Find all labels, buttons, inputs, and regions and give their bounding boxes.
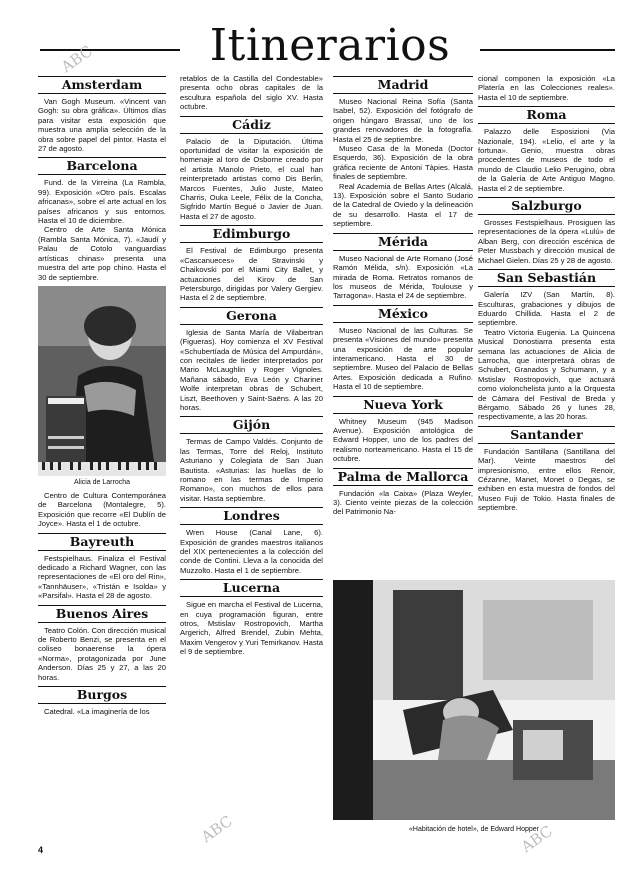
city-heading: Buenos Aires xyxy=(38,605,166,623)
entry-text: Festspielhaus. Finaliza el Festival dedicado a Richard Wagner, con las representaciones de «El oro del Rin», «Tannhäuser», «Tristán e Isolda» y «Parsifal». Hasta el 28 de agosto. xyxy=(38,553,166,601)
entry-text: retablos de la Castilla del Condestable» presenta ocho obras capitales de la escultura española del siglo XV. Hasta octubre. xyxy=(180,74,323,112)
entry-edimburgo xyxy=(180,225,323,302)
city-heading: Bayreuth xyxy=(38,533,166,551)
entry-gerona xyxy=(180,307,323,413)
entry-nueva-york xyxy=(333,396,473,464)
city-heading: Burgos xyxy=(38,686,166,704)
city-heading: San Sebastián xyxy=(478,269,615,287)
entry-text: Catedral. «La imaginería de los xyxy=(44,707,150,716)
entry-text: Fundación Santillana (Santillana del Mar). Veinte maestros del impresionismo, entre ellos Renoir, Cézanne, Manet, Monet o Degas, se exhiben en esta muestra de fondos del Museo Fuji de Tokio. Hasta finales de septiembre. xyxy=(478,446,615,513)
page-number: 4 xyxy=(38,845,44,855)
pianist-photo xyxy=(38,286,166,476)
entry-burgos xyxy=(38,686,166,716)
column-2 xyxy=(180,74,323,661)
entry-text: Galería IZV (San Martín, 8). Esculturas, grabaciones y dibujos de Eduardo Chillida. Hasta el 2 de septiembre. xyxy=(478,290,615,328)
entry-text: El Festival de Edimburgo presenta «Cascanueces» de Stravinski y Chaikovski por el Miami City Ballet, y actuaciones del Kirov de San Petersburgo, dirigidas por Valery Gergiev. Hasta el 2 de septiembre. xyxy=(180,246,323,303)
hotel-room-painting xyxy=(333,580,615,820)
entry-text: Sigue en marcha el Festival de Lucerna, en cuya programación figuran, entre otros, Mstislav Rostropovich, Martha Argerich, Alfred Brendel, Zubin Mehta, Maxim Vengerov y Yuri Temirkanov. Hasta el 9 de septiembre. xyxy=(180,600,323,657)
entry-roma xyxy=(478,106,615,193)
entry-text: Centro de Arte Santa Mónica (Rambla Santa Mónica, 7). «Jaudí y Palau de Cotolo vanguardias artísticas chinas» presenta una muestra del arte pop chino. Hasta el 30 de septiembre. xyxy=(38,225,166,282)
entry-santander xyxy=(478,426,615,513)
city-heading: Nueva York xyxy=(333,396,473,414)
entry-barcelona xyxy=(38,157,166,281)
section-masthead xyxy=(40,18,615,77)
entry-text: Teatro Victoria Eugenia. La Quincena Musical Donostiarra presenta esta semana las actuaciones de Alicia de Larrocha, que interpretará obras de Schubert, Granados y Schumann, y a Mstislav Rostropovich, que actuará como violonchelista junto a la Orquesta de Cámara del Festival de Breda y Bérgamo. Sábado 26 y lunes 28, respectivamente, a las 20 horas. xyxy=(478,327,615,422)
entry-burgos-cont xyxy=(180,74,323,112)
entry-text: Fundación «la Caixa» (Plaza Weyler, 3). Ciento veinte piezas de la colección del Patrimonio Na- xyxy=(333,488,473,517)
photo-caption: «Habitación de hotel», de Edward Hopper xyxy=(409,826,539,833)
entry-text: Museo Casa de la Moneda (Doctor Esquerdo, 36). Exposición de la obra gráfica reciente de Antoni Tàpies. Hasta finales de septiembre. xyxy=(333,144,473,182)
entry-text: Museo Nacional de las Culturas. Se presenta «Visiones del mundo» presenta una exposición de arte popular interamericano. Hasta el 30 de septiembre. Museo del Palacio de Bellas Artes. Exposición dedicada a Rufino. Hasta el 10 de septiembre. xyxy=(333,325,473,392)
entry-text: Termas de Campo Valdés. Conjunto de las Termas, Torre del Reloj, Instituto Asturiano y Colegiata de San Juan Bautista. «Asturias: las huellas de lo romano en las termas de Imperio Romano», con muchos de ellos para visitar. Hasta septiembre. xyxy=(180,437,323,503)
entry-text: Fund. de la Virreina (La Rambla, 99). Exposición «Otro país. Escalas africanas», sobre el arte actual en los países africanos y sus entornos. Hasta el 10 de diciembre. xyxy=(38,178,166,226)
entry-merida xyxy=(333,233,473,301)
entry-text: cional componen la exposición «La Platería en las Colecciones reales». Hasta el 10 de septiembre. xyxy=(478,74,615,102)
entry-text: Whitney Museum (945 Madison Avenue). Exposición antológica de Edward Hopper, uno de los padres del realismo norteamericano. Hasta el 15 de octubre. xyxy=(333,416,473,464)
city-heading: Cádiz xyxy=(180,116,323,134)
city-heading: Madrid xyxy=(333,76,473,94)
entry-text: Palazzo delle Esposizioni (Via Nazionale, 194). «Lelio, el arte y la fortuna». Genio, muestra obras procedentes de museos de todo el mundo de Claudio Lelio Perugino, obra de la Galería de Arte Antiguo Magno. Hasta el 2 de septiembre. xyxy=(478,127,615,193)
entry-text: Teatro Colón. Con dirección musical de Roberto Benzi, se presenta en el coliseo bonaerense la ópera «Norma», protagonizada por June Anderson. Días 25 y 27, a las 20 horas. xyxy=(38,625,166,682)
city-heading: Gijón xyxy=(180,416,323,434)
entry-barcelona-cccb xyxy=(38,491,166,529)
photo-habitacion-de-hotel xyxy=(333,580,615,820)
entry-amsterdam xyxy=(38,76,166,153)
entry-text: Palacio de la Diputación. Última oportunidad de visitar la exposición de homenaje al toro de Osborne creado por el artista Manolo Prieto, el cual han reinterpretado artistas como Dis Berlin, Marcos Fuentes, Julio Juste, Mateo Charris, Ouka Leele, Félix de la Concha, Sigfrido Martín Begué o Javier de Juan. Hasta el 27 de agosto. xyxy=(180,136,323,221)
watermark-logo: ABC xyxy=(197,811,236,847)
entry-gijon xyxy=(180,416,323,503)
entry-san-sebastian xyxy=(478,269,615,422)
city-heading: Edimburgo xyxy=(180,225,323,243)
city-heading: Gerona xyxy=(180,307,323,325)
city-heading: Londres xyxy=(180,507,323,525)
city-heading: Santander xyxy=(478,426,615,444)
entry-text: Wren House (Canal Lane, 6). Exposición de grandes maestros italianos del XIX pertenecientes a la colección del conde de Contini. Lleva a la conocida del Muzzolto. Hasta el 1 de septiembre. xyxy=(180,528,323,575)
entry-madrid xyxy=(333,76,473,229)
city-heading: Roma xyxy=(478,106,615,124)
entry-text: Iglesia de Santa María de Vilabertran (Figueras). Hoy comienza el XV Festival «Schubertíada de Música del Ampurdán», con recitales de lieder interpretados por Mario McLaughlin y Roger Vignoles. Mañana sábado, Eva León y Chariner Wolfe interpretan obras de Schubert, Liszt, Beethoven y Saint-Saëns. A las 20 horas. xyxy=(180,327,323,412)
entry-lucerna xyxy=(180,579,323,656)
entry-text: Centro de Cultura Contemporánea de Barcelona (Montalegre, 5). Exposición que recorre «El Dublín de Joyce». Hasta el 1 de octubre. xyxy=(38,490,166,529)
masthead-rule-right xyxy=(480,49,615,51)
city-heading: México xyxy=(333,305,473,323)
column-1 xyxy=(38,74,166,720)
entry-londres xyxy=(180,507,323,575)
entry-text: Van Gogh Museum. «Vincent van Gogh: su obra gráfica». Últimos días para visitar esta exposición que muestra una amplia selección de la obra sobre papel del pintor. Hasta el 27 de agosto. xyxy=(38,97,166,154)
city-heading: Salzburgo xyxy=(478,197,615,215)
city-heading: Amsterdam xyxy=(38,76,166,94)
entry-palma-cont xyxy=(478,74,615,102)
column-3 xyxy=(333,74,473,521)
masthead-rule-left xyxy=(40,49,180,51)
city-heading: Palma de Mallorca xyxy=(333,468,473,486)
watermark-logo: ABC xyxy=(57,41,96,77)
entry-text: Museo Nacional Reina Sofía (Santa Isabel, 52). Exposición del fotógrafo de origen húngaro Brassaï, uno de los grandes renovadores de la fotografía. Hasta el 25 de septiembre. xyxy=(333,97,473,144)
city-heading: Mérida xyxy=(333,233,473,251)
entry-palma xyxy=(333,468,473,517)
entry-mexico xyxy=(333,305,473,392)
photo-caption: Alicia de Larrocha xyxy=(73,478,131,486)
entry-text: Grosses Festspielhaus. Prosiguen las representaciones de la ópera «Lulú» de Alban Berg, con dirección escénica de Peter Mussbach y dirección musical de Michael Gielen. Días 25 y 28 de agosto. xyxy=(478,218,615,265)
entry-text: Museo Nacional de Arte Romano (José Ramón Mélida, s/n). Exposición «La mirada de Roma. Retratos romanos de los museos de Mérida, Toulouse y Tarragona». Hasta el 24 de septiembre. xyxy=(333,253,473,301)
column-4 xyxy=(478,74,615,517)
entry-buenos-aires xyxy=(38,605,166,682)
entry-salzburgo xyxy=(478,197,615,265)
city-heading: Lucerna xyxy=(180,579,323,597)
photo-alicia-de-larrocha xyxy=(38,286,166,476)
entry-bayreuth xyxy=(38,533,166,601)
city-heading: Barcelona xyxy=(38,157,166,175)
page-title: Itinerarios xyxy=(209,20,451,71)
entry-cadiz xyxy=(180,116,323,222)
watermark-logo: ABC xyxy=(517,821,556,857)
entry-text: Real Academia de Bellas Artes (Alcalá, 13). Exposición sobre el Santo Sudario de la Catedral de Oviedo y la delineación de su desarrollo. Hasta el 17 de septiembre. xyxy=(333,181,473,229)
